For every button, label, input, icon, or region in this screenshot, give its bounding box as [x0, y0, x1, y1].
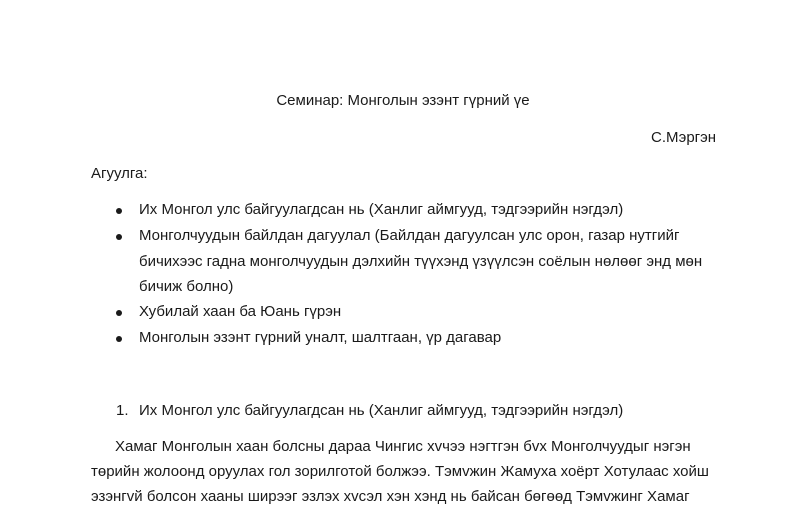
section-number: 1.	[116, 402, 129, 419]
paragraph-line-3: эзэнгvй болсон хааны ширээг эзлэх хvсэл хэн хэнд нь байсан бөгөөд Тэмvжинг Хамаг	[91, 488, 690, 505]
contents-item-2-line-3: бичиж болно)	[139, 278, 234, 295]
contents-item-2-line-1: Монголчуудын байлдан дагуулал (Байлдан дагуулсан улс орон, газар нутгийг	[139, 227, 680, 244]
author-name: С.Мэргэн	[651, 129, 717, 146]
contents-item-1: Их Монгол улс байгуулагдсан нь (Ханлиг аймгууд, тэдгээрийн нэгдэл)	[139, 201, 624, 218]
paragraph-line-1: Хамаг Монголын хаан болсны дараа Чингис хvчээ нэгтгэн бvх Монголчуудыг нэгэн	[115, 438, 691, 455]
contents-item-2-line-2: бичихээс гадна монголчуудын дэлхийн түүхэнд үзүүлсэн соёлын нөлөөг энд мөн	[139, 253, 703, 270]
bullet-icon	[116, 208, 122, 214]
document-title: Семинар: Монголын эзэнт гүрний үе	[276, 92, 530, 109]
bullet-icon	[116, 310, 122, 316]
contents-label: Агуулга:	[91, 165, 148, 182]
contents-item-3: Хубилай хаан ба Юань гүрэн	[139, 303, 342, 320]
paragraph-line-2: төрийн жолоонд оруулах гол зорилготой болжээ. Тэмvжин Жамуха хоёрт Хотулаас хойш	[91, 463, 709, 480]
bullet-icon	[116, 336, 122, 342]
contents-item-4: Монголын эзэнт гүрний уналт, шалтгаан, үр дагавар	[139, 329, 502, 346]
bullet-icon	[116, 234, 122, 240]
section-heading: Их Монгол улс байгуулагдсан нь (Ханлиг аймгууд, тэдгээрийн нэгдэл)	[139, 402, 624, 419]
